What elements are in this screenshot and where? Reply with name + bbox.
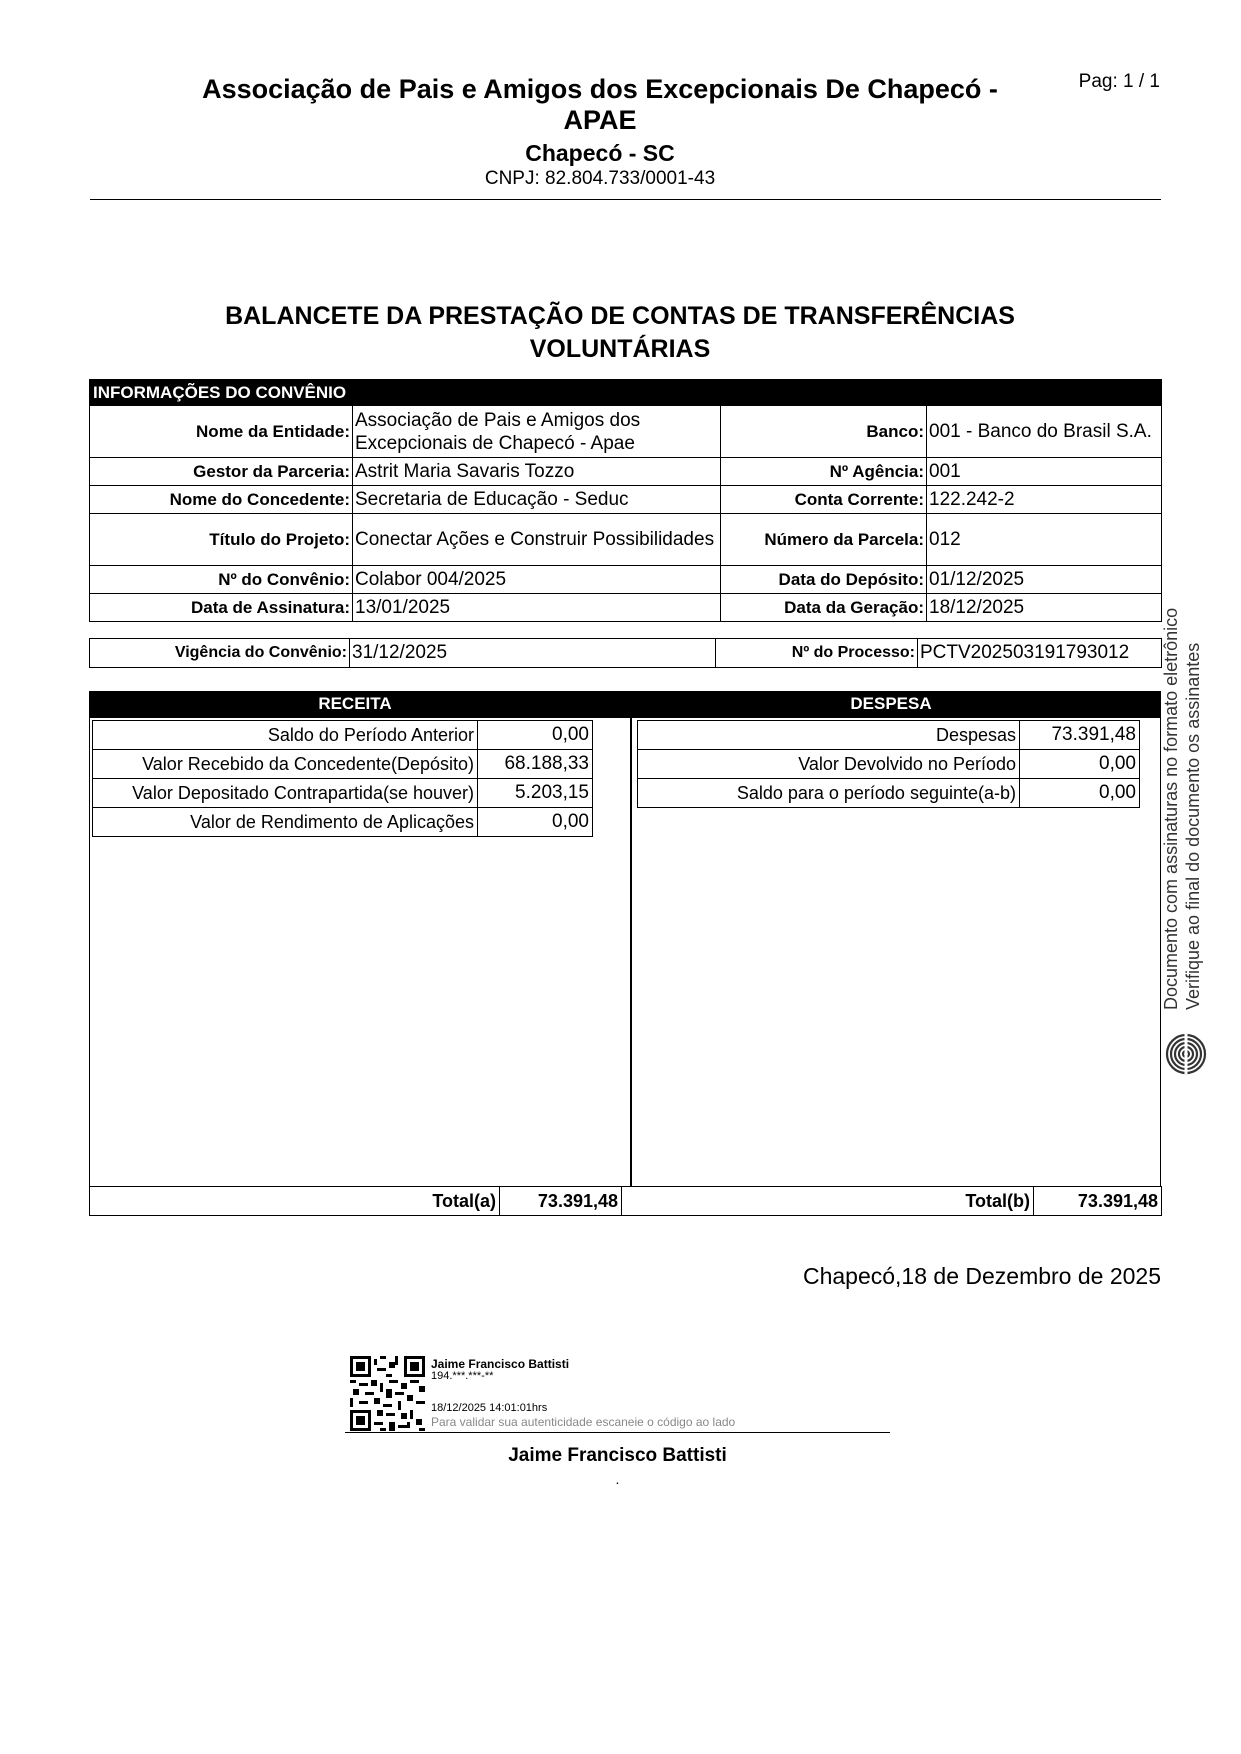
totals-row (89, 1186, 1161, 1214)
electronic-signature-stamp (1160, 590, 1220, 1070)
validity-label: Vigência do Convênio: (90, 639, 350, 668)
organization-city: Chapecó - SC (525, 140, 675, 166)
expense-value: 73.391,48 (1020, 721, 1140, 750)
account-value: 122.242-2 (927, 486, 1162, 514)
revenue-value: 0,00 (478, 808, 593, 837)
expense-rows (637, 720, 1140, 808)
place-and-date: Chapecó,18 de Dezembro de 2025 (802, 1263, 1161, 1289)
revenue-total-value: 73.391,48 (500, 1187, 622, 1216)
document-title-line1: BALANCETE DA PRESTAÇÃO DE CONTAS DE TRANSFERÊNCIAS (225, 302, 1015, 330)
document-title (150, 300, 1090, 366)
expense-value: 0,00 (1020, 750, 1140, 779)
agency-value: 001 (927, 458, 1162, 486)
organization-name-line2: APAE (563, 105, 637, 135)
agreement-info-table (89, 379, 1161, 622)
validity-value: 31/12/2025 (350, 639, 716, 668)
signature-timestamp: 18/12/2025 14:01:01hrs (431, 1402, 548, 1414)
grantor-value: Secretaria de Educação - Seduc (353, 486, 721, 514)
expense-label: Valor Devolvido no Período (638, 750, 1020, 779)
revenue-header: RECEITA (89, 691, 621, 717)
table-row (90, 486, 1162, 514)
document-title-line2: VOLUNTÁRIAS (529, 335, 711, 363)
bank-label: Banco: (721, 406, 927, 458)
expense-header: DESPESA (621, 691, 1161, 717)
revenue-label: Valor Recebido da Concedente(Depósito) (93, 750, 478, 779)
expense-value: 0,00 (1020, 779, 1140, 808)
page-number: Pag: 1 / 1 (1078, 71, 1160, 92)
agreement-info-last-row (89, 638, 1161, 668)
table-row (90, 458, 1162, 486)
signature-validation-note: Para validar sua autenticidade escaneie o código ao lado (431, 1415, 736, 1429)
stamp-line1: Documento com assinaturas no formato eletrônico (1161, 607, 1181, 1010)
expense-total-value: 73.391,48 (1034, 1187, 1162, 1216)
table-row (90, 639, 1162, 668)
deposit-date-label: Data do Depósito: (721, 566, 927, 594)
signer-cpf: 194.***.***-** (431, 1370, 494, 1382)
project-title-label: Título do Projeto: (90, 514, 353, 566)
fingerprint-icon (1164, 1032, 1208, 1076)
expense-label: Saldo para o período seguinte(a-b) (638, 779, 1020, 808)
generation-date-label: Data da Geração: (721, 594, 927, 622)
agreement-number-value: Colabor 004/2025 (353, 566, 721, 594)
signer-subtitle: . (615, 1471, 620, 1487)
revenue-value: 68.188,33 (478, 750, 593, 779)
revenue-total-label: Total(a) (90, 1187, 500, 1216)
signature-line (345, 1432, 890, 1433)
expense-label: Despesas (638, 721, 1020, 750)
organization-name (190, 74, 1010, 136)
revenue-label: Saldo do Período Anterior (93, 721, 478, 750)
table-row (93, 750, 593, 779)
bank-value: 001 - Banco do Brasil S.A. (927, 406, 1162, 458)
signer-name-small: Jaime Francisco Battisti (431, 1357, 570, 1371)
manager-value: Astrit Maria Savaris Tozzo (353, 458, 721, 486)
header-divider (90, 199, 1161, 200)
installment-label: Número da Parcela: (721, 514, 927, 566)
revenue-label: Valor de Rendimento de Aplicações (93, 808, 478, 837)
table-row (638, 750, 1140, 779)
process-number-label: Nº do Processo: (716, 639, 918, 668)
generation-date-value: 18/12/2025 (927, 594, 1162, 622)
table-row (90, 406, 1162, 458)
agency-label: Nº Agência: (721, 458, 927, 486)
project-title-value: Conectar Ações e Construir Possibilidades (353, 514, 721, 566)
manager-label: Gestor da Parceria: (90, 458, 353, 486)
table-row (90, 594, 1162, 622)
stamp-line2: Verifique ao final do documento os assinantes (1183, 642, 1203, 1010)
table-row (90, 566, 1162, 594)
grantor-label: Nome do Concedente: (90, 486, 353, 514)
table-row (93, 808, 593, 837)
signature-date-label: Data de Assinatura: (90, 594, 353, 622)
deposit-date-value: 01/12/2025 (927, 566, 1162, 594)
table-row (638, 721, 1140, 750)
revenue-label: Valor Depositado Contrapartida(se houver) (93, 779, 478, 808)
installment-value: 012 (927, 514, 1162, 566)
qr-code-icon[interactable] (350, 1356, 425, 1431)
stamp-text (1160, 530, 1220, 1010)
agreement-info-header: INFORMAÇÕES DO CONVÊNIO (90, 380, 1162, 406)
revenue-value: 0,00 (478, 721, 593, 750)
entity-name-value: Associação de Pais e Amigos dos Excepcionais de Chapecó - Apae (353, 406, 721, 458)
revenue-rows (92, 720, 593, 837)
process-number-value: PCTV202503191793012 (918, 639, 1162, 668)
entity-name-label: Nome da Entidade: (90, 406, 353, 458)
table-row (90, 514, 1162, 566)
table-row (93, 721, 593, 750)
expense-total-label: Total(b) (622, 1187, 1034, 1216)
table-row (93, 779, 593, 808)
table-row (638, 779, 1140, 808)
signature-date-value: 13/01/2025 (353, 594, 721, 622)
signer-name: Jaime Francisco Battisti (508, 1445, 727, 1466)
agreement-number-label: Nº do Convênio: (90, 566, 353, 594)
organization-cnpj: CNPJ: 82.804.733/0001-43 (484, 168, 716, 189)
organization-name-line1: Associação de Pais e Amigos dos Excepcionais De Chapecó - (202, 74, 998, 104)
account-label: Conta Corrente: (721, 486, 927, 514)
revenue-value: 5.203,15 (478, 779, 593, 808)
